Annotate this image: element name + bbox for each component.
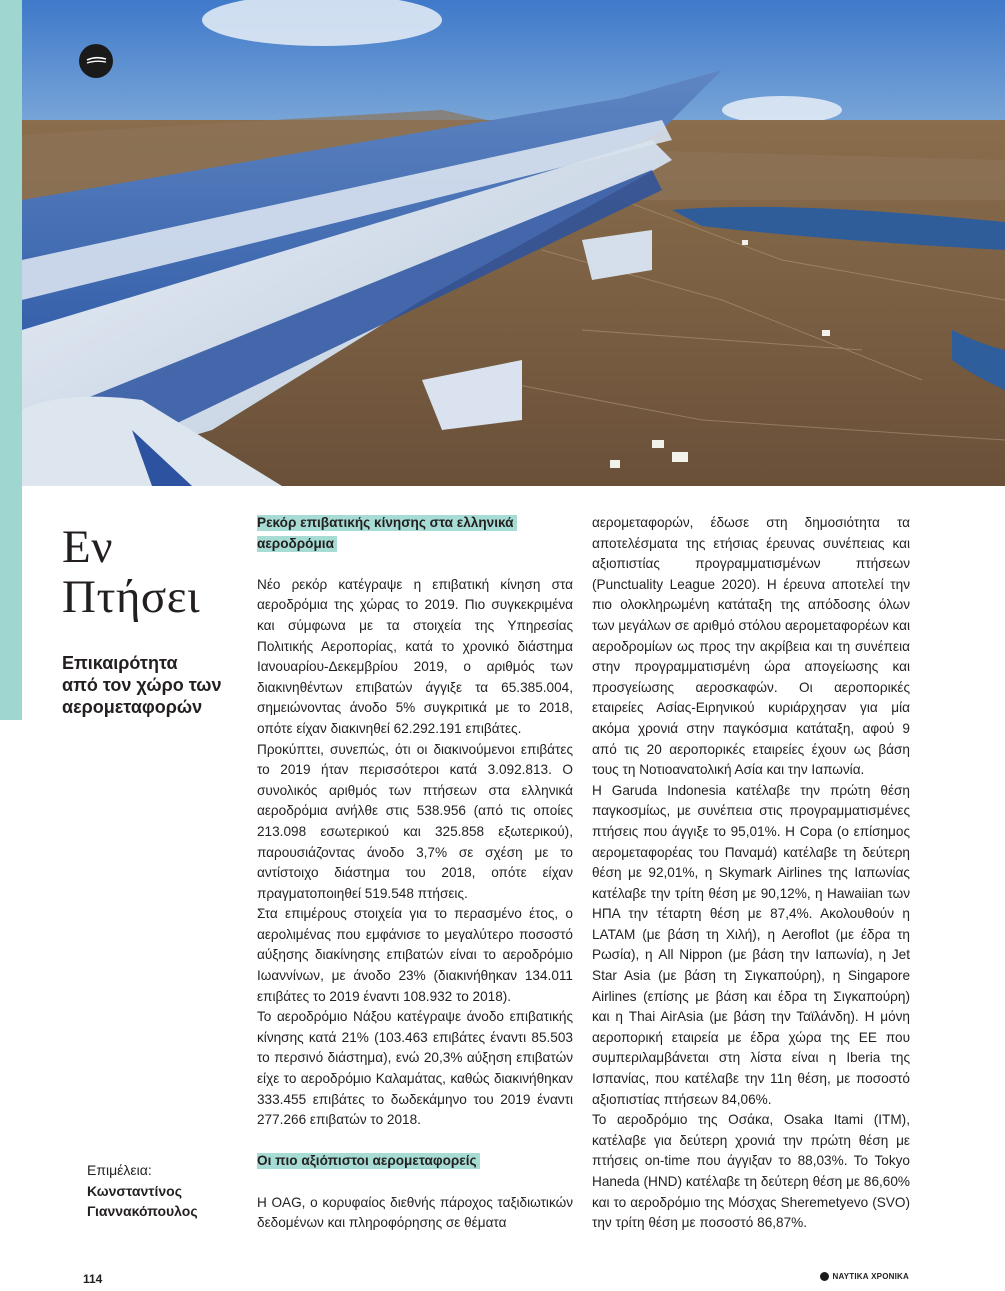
article-paragraph: Προκύπτει, συνεπώς, ότι οι διακινούμενοι επιβάτες το 2019 ήταν περισσότεροι κατά 3.092.813. Ο συνολικός αριθμός των πτήσεων στα ελληνικά αεροδρόμια ανήλθε στις 538.956 (από τις οποίες 213.098 εσωτερικού και 325.858 εξωτερικού), παρουσιάζοντας άνοδο 3,7% σε σχέση με το αντίστοιχο διάστημα του 2018, οπότε είχαν πραγματοποιηθεί 519.548 πτήσεις. xyxy=(257,741,573,901)
title-line: Εν xyxy=(62,521,113,573)
article-column-middle xyxy=(257,513,573,1234)
article-paragraph: Το αεροδρόμιο της Οσάκα, Osaka Itami (ITM), κατέλαβε για δεύτερη χρονιά την πρώτη θέση με πτήσεις on-time που άγγιξαν το 88,03%. Το Tokyo Haneda (HND) κατέλαβε τη δεύτερη θέση με 86,60% και το αεροδρόμιο της Μόσχας Sheremetyevo (SVO) την τρίτη θέση με ποσοστό 86,87%. xyxy=(592,1112,910,1231)
editor-credit xyxy=(87,1160,247,1222)
title-line: Πτήσει xyxy=(62,571,201,623)
page-number: 114 xyxy=(83,1272,103,1286)
publication-logo-icon xyxy=(820,1272,829,1281)
subtitle-line: Επικαιρότητα xyxy=(62,653,178,673)
subtitle-line: αερομεταφορών xyxy=(62,697,203,717)
article-paragraph: Στα επιμέρους στοιχεία για το περασμένο έτος, ο αερολιμένας που εμφάνισε το μεγαλύτερο ποσοστό αύξησης διακίνησης επιβατών είναι το αεροδρόμιο Ιωαννίνων, με άνοδο 23% (διακινήθηκαν 134.011 επιβάτες το 2019 έναντι 108.932 το 2018). xyxy=(257,906,573,1004)
article-column-right xyxy=(592,513,910,1234)
credit-name-line: Κωνσταντίνος xyxy=(87,1182,182,1199)
subtitle-line: από τον χώρο των xyxy=(62,675,222,695)
teal-side-bar xyxy=(0,0,22,720)
article-paragraph: Η OAG, ο κορυφαίος διεθνής πάροχος ταξιδιωτικών δεδομένων και πληροφόρησης σε θέματα xyxy=(257,1194,573,1231)
publication-logo-text: ΝΑΥΤΙΚΑ ΧΡΟΝΙΚΑ xyxy=(832,1272,909,1281)
article-paragraph: Το αεροδρόμιο Νάξου κατέγραψε άνοδο επιβατικής κίνησης κατά 21% (103.463 επιβάτες έναντι 85.503 το περσινό διάστημα), ενώ 20,3% αύξηση επιβατών είχε το αεροδρόμιο Καλαμάτας, καθώς διακινήθηκαν 333.455 επιβάτες το δωδεκάμηνο του 2019 έναντι 277.266 επιβατών το 2018. xyxy=(257,1009,573,1128)
publication-logo xyxy=(820,1272,910,1281)
page-title xyxy=(62,522,242,622)
credit-label: Επιμέλεια: xyxy=(87,1162,152,1178)
credit-name-line: Γιαννακόπουλος xyxy=(87,1203,198,1219)
article-paragraph: αερομεταφορών, έδωσε στη δημοσιότητα τα αποτελέσματα της ετήσιας έρευνας συνέπειας και αξιοπιστίας προγραμματισμένων πτήσεων (Punctuality League 2020). Η έρευνα αποτελεί την πιο ολοκληρωμένη κατάταξη της απόδοσης όλων των μεγάλων σε αριθμό στόλου αερομεταφορέων και αεροδρομίων ως προς την ακρίβεια και τη συνέπεια στην προγραμματισμένη ώρα απογείωσης και προσγείωσης αεροσκαφών. Οι αεροπορικές εταιρείες Ασίας-Ειρηνικού κυριάρχησαν για μία ακόμα χρονιά στην παγκόσμια κατάταξη, αφού 9 από τις 20 αεροπορικές εταιρείες έχουν ως βάση τους τη Νοτιοανατολική Ασία και την Ιαπωνία. xyxy=(592,515,910,778)
section-heading-passenger-record: Ρεκόρ επιβατικής κίνησης στα ελληνικά αεροδρόμια xyxy=(257,513,573,554)
section-logo-icon xyxy=(79,44,113,78)
article-paragraph: Νέο ρεκόρ κατέγραψε η επιβατική κίνηση στα αεροδρόμια της χώρας το 2019. Πιο συγκεκριμένα και σύμφωνα με τα στοιχεία της Υπηρεσίας Πολιτικής Αεροπορίας, κατά το χρονικό διάστημα Ιανουαρίου-Δεκεμβρίου 2019, ο αριθμός των διακινηθέντων επιβατών άγγιξε τα 65.385.004, σημειώνοντας άνοδο 5% συγκριτικά με το 2018, οπότε είχαν διακινηθεί 62.292.191 επιβάτες. xyxy=(257,576,573,736)
section-heading-reliable-airlines: Οι πιο αξιόπιστοι αερομεταφορείς xyxy=(257,1151,573,1172)
page-subtitle xyxy=(62,652,252,718)
article-paragraph: Η Garuda Indonesia κατέλαβε την πρώτη θέση παγκοσμίως, με συνέπεια στις προγραμματισμένες πτήσεις που άγγιξε το 95,01%. Η Copa (ο επίσημος αερομεταφορέας του Παναμά) κατέλαβε τη δεύτερη θέση με 92,01%, η Skymark Airlines της Ιαπωνίας κατέλαβε την τρίτη θέση με 90,12%, η Hawaiian των ΗΠΑ την τέταρτη θέση με 87,4%. Ακολουθούν η LATAM (με βάση τη Χιλή), η Aeroflot (με έδρα τη Ρωσία), η All Nippon (με βάση την Ιαπωνία), η Jet Star Asia (με βάση τη Σιγκαπούρη), η Singapore Airlines (επίσης με βάση και έδρα τη Σιγκαπούρη) και η Thai AirAsia (με βάση την Ταϊλάνδη). Η μόνη αεροπορική εταιρεία με έδρα χώρα της ΕΕ που συμπεριλαμβάνεται στη λίστα είναι η Iberia της Ισπανίας, που κατέλαβε την 11η θέση, με ποσοστό αξιοπιστίας πτήσεων 84,06%. xyxy=(592,782,910,1107)
airplane-wing-photo xyxy=(22,0,1005,486)
